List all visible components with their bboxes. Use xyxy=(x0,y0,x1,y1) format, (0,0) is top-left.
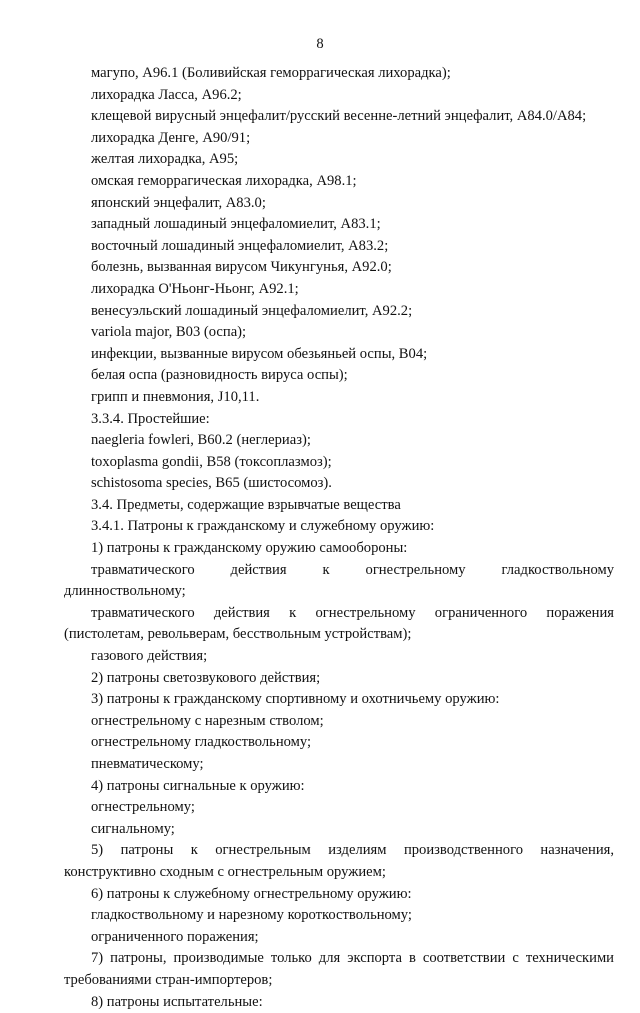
list-item: японский энцефалит, А83.0; xyxy=(91,194,266,211)
list-item: 4) патроны сигнальные к оружию: xyxy=(91,777,305,794)
list-item: грипп и пневмония, J10,11. xyxy=(91,388,260,405)
list-item: травматического действия к огнестрельному ограниченного поражения xyxy=(91,604,614,621)
section-heading: 3.4.1. Патроны к гражданскому и служебному оружию: xyxy=(91,518,435,535)
list-item: западный лошадиный энцефаломиелит, А83.1; xyxy=(91,216,381,233)
list-item: лихорадка Ласса, А96.2; xyxy=(91,86,242,103)
list-item: огнестрельному; xyxy=(91,799,195,816)
list-item: лихорадка Денге, А90/91; xyxy=(91,129,251,146)
list-item: variola major, В03 (оспа); xyxy=(91,324,247,341)
list-item: naegleria fowleri, В60.2 (неглериаз); xyxy=(91,432,311,449)
list-item: 6) патроны к служебному огнестрельному оружию: xyxy=(91,885,412,902)
list-item: гладкоствольному и нарезному короткоствольному; xyxy=(91,907,412,924)
list-item: toxoplasma gondii, В58 (токсоплазмоз); xyxy=(91,453,332,470)
list-item: венесуэльский лошадиный энцефаломиелит, А92.2; xyxy=(91,302,413,319)
list-item: клещевой вирусный энцефалит/русский весенне-летний энцефалит, А84.0/А84; xyxy=(91,108,587,125)
list-item: лихорадка О'Ньонг-Ньонг, А92.1; xyxy=(91,280,299,297)
list-item: травматического действия к огнестрельному гладкоствольному xyxy=(91,561,614,578)
list-item: пневматическому; xyxy=(91,756,204,772)
list-item: газового действия; xyxy=(91,648,208,665)
section-heading: 3.4. Предметы, содержащие взрывчатые вещества xyxy=(91,496,401,513)
list-item: инфекции, вызванные вирусом обезьяньей оспы, В04; xyxy=(91,345,428,362)
list-item: 3) патроны к гражданскому спортивному и охотничьему оружию: xyxy=(91,691,500,708)
list-item: восточный лошадиный энцефаломиелит, А83.2; xyxy=(91,237,389,254)
list-item: огнестрельному с нарезным стволом; xyxy=(91,712,324,729)
list-item-continuation: конструктивно сходным с огнестрельным оружием; xyxy=(64,863,386,880)
list-item-continuation: длинноствольному; xyxy=(64,583,186,600)
list-item: schistosoma species, В65 (шистосомоз). xyxy=(91,475,332,492)
list-item: огнестрельному гладкоствольному; xyxy=(91,734,312,751)
list-item: 2) патроны светозвукового действия; xyxy=(91,669,321,686)
section-heading: 3.3.4. Простейшие: xyxy=(91,410,210,427)
list-item: белая оспа (разновидность вируса оспы); xyxy=(91,367,348,384)
list-item-continuation: (пистолетам, револьверам, бесствольным устройствам); xyxy=(64,626,412,643)
list-item: 5) патроны к огнестрельным изделиям производственного назначения, xyxy=(91,842,614,859)
list-item: 7) патроны, производимые только для экспорта в соответствии с техническими xyxy=(91,950,614,967)
page-number: 8 xyxy=(316,36,324,52)
list-item: 1) патроны к гражданскому оружию самообороны: xyxy=(91,540,408,557)
list-item: омская геморрагическая лихорадка, А98.1; xyxy=(91,172,357,189)
list-item: 8) патроны испытательные: xyxy=(91,993,263,1010)
list-item: желтая лихорадка, А95; xyxy=(91,151,239,168)
list-item: болезнь, вызванная вирусом Чикунгунья, А92.0; xyxy=(91,259,392,276)
list-item: сигнальному; xyxy=(91,820,175,837)
list-item: ограниченного поражения; xyxy=(91,928,259,945)
document-body xyxy=(64,63,614,1013)
list-item: магупо, A96.1 (Боливийская геморрагическая лихорадка); xyxy=(91,65,451,81)
list-item-continuation: требованиями стран-импортеров; xyxy=(64,971,273,988)
